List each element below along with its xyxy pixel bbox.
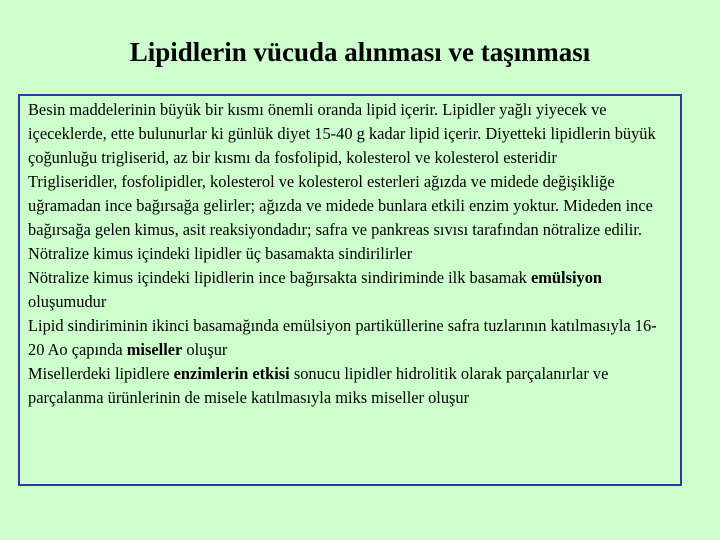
paragraph-text: Misellerdeki lipidlere [28, 364, 174, 383]
bold-term-micelles: miseller [126, 340, 183, 359]
paragraph-lipid-diet [28, 98, 672, 170]
paragraph-text: Nötralize kimus içindeki lipidlerin ince bağırsakta sindiriminde ilk basamak [28, 268, 531, 287]
paragraph-text: Lipid sindiriminin ikinci basamağında emülsiyon partiküllerine safra tuzlarının katılmasıyla 16-20 Ao çapında [28, 316, 657, 359]
paragraph-digestion-transit [28, 170, 672, 266]
bold-term-emulsion: emülsiyon [530, 268, 603, 287]
paragraph-text: sonucu lipidler hidrolitik olarak parçalanırlar ve parçalanma ürünlerinin de misele katılmasıyla miks miseller oluşur [28, 364, 609, 407]
paragraph-text: oluşur [182, 340, 228, 359]
paragraph-text: oluşumudur [28, 292, 107, 311]
paragraph-emulsion-step [28, 266, 672, 314]
paragraph-enzyme-step [28, 362, 672, 410]
bold-term-enzymes: enzimlerin etkisi [173, 364, 290, 383]
paragraph-text: Besin maddelerinin büyük bir kısmı önemli oranda lipid içerir. Lipidler yağlı yiyecek ve içeceklerde, ette bulunurlar ki günlük diyet 15-40 g kadar lipid içerir. Diyetteki lipidlerin büyük çoğunluğu trigliserid, az bir kısmı da fosfolipid, kolesterol ve kolesterol esteridir [28, 100, 656, 167]
content-text-box [18, 94, 682, 486]
paragraph-text: Trigliseridler, fosfolipidler, kolesterol ve kolesterol esterleri ağızda ve midede değişikliğe uğramadan ince bağırsağa gelirler; ağızda ve midede bunlara etkili enzim yoktur. Mideden ince bağırsağa gelen kimus, asit reaksiyondadır; safra ve pankreas sıvısı tarafından nötralize edilir. Nötralize kimus içindeki lipidler üç basamakta sindirilirler [28, 172, 653, 263]
paragraph-micelle-step [28, 314, 672, 362]
slide-title: Lipidlerin vücuda alınması ve taşınması [129, 37, 591, 67]
